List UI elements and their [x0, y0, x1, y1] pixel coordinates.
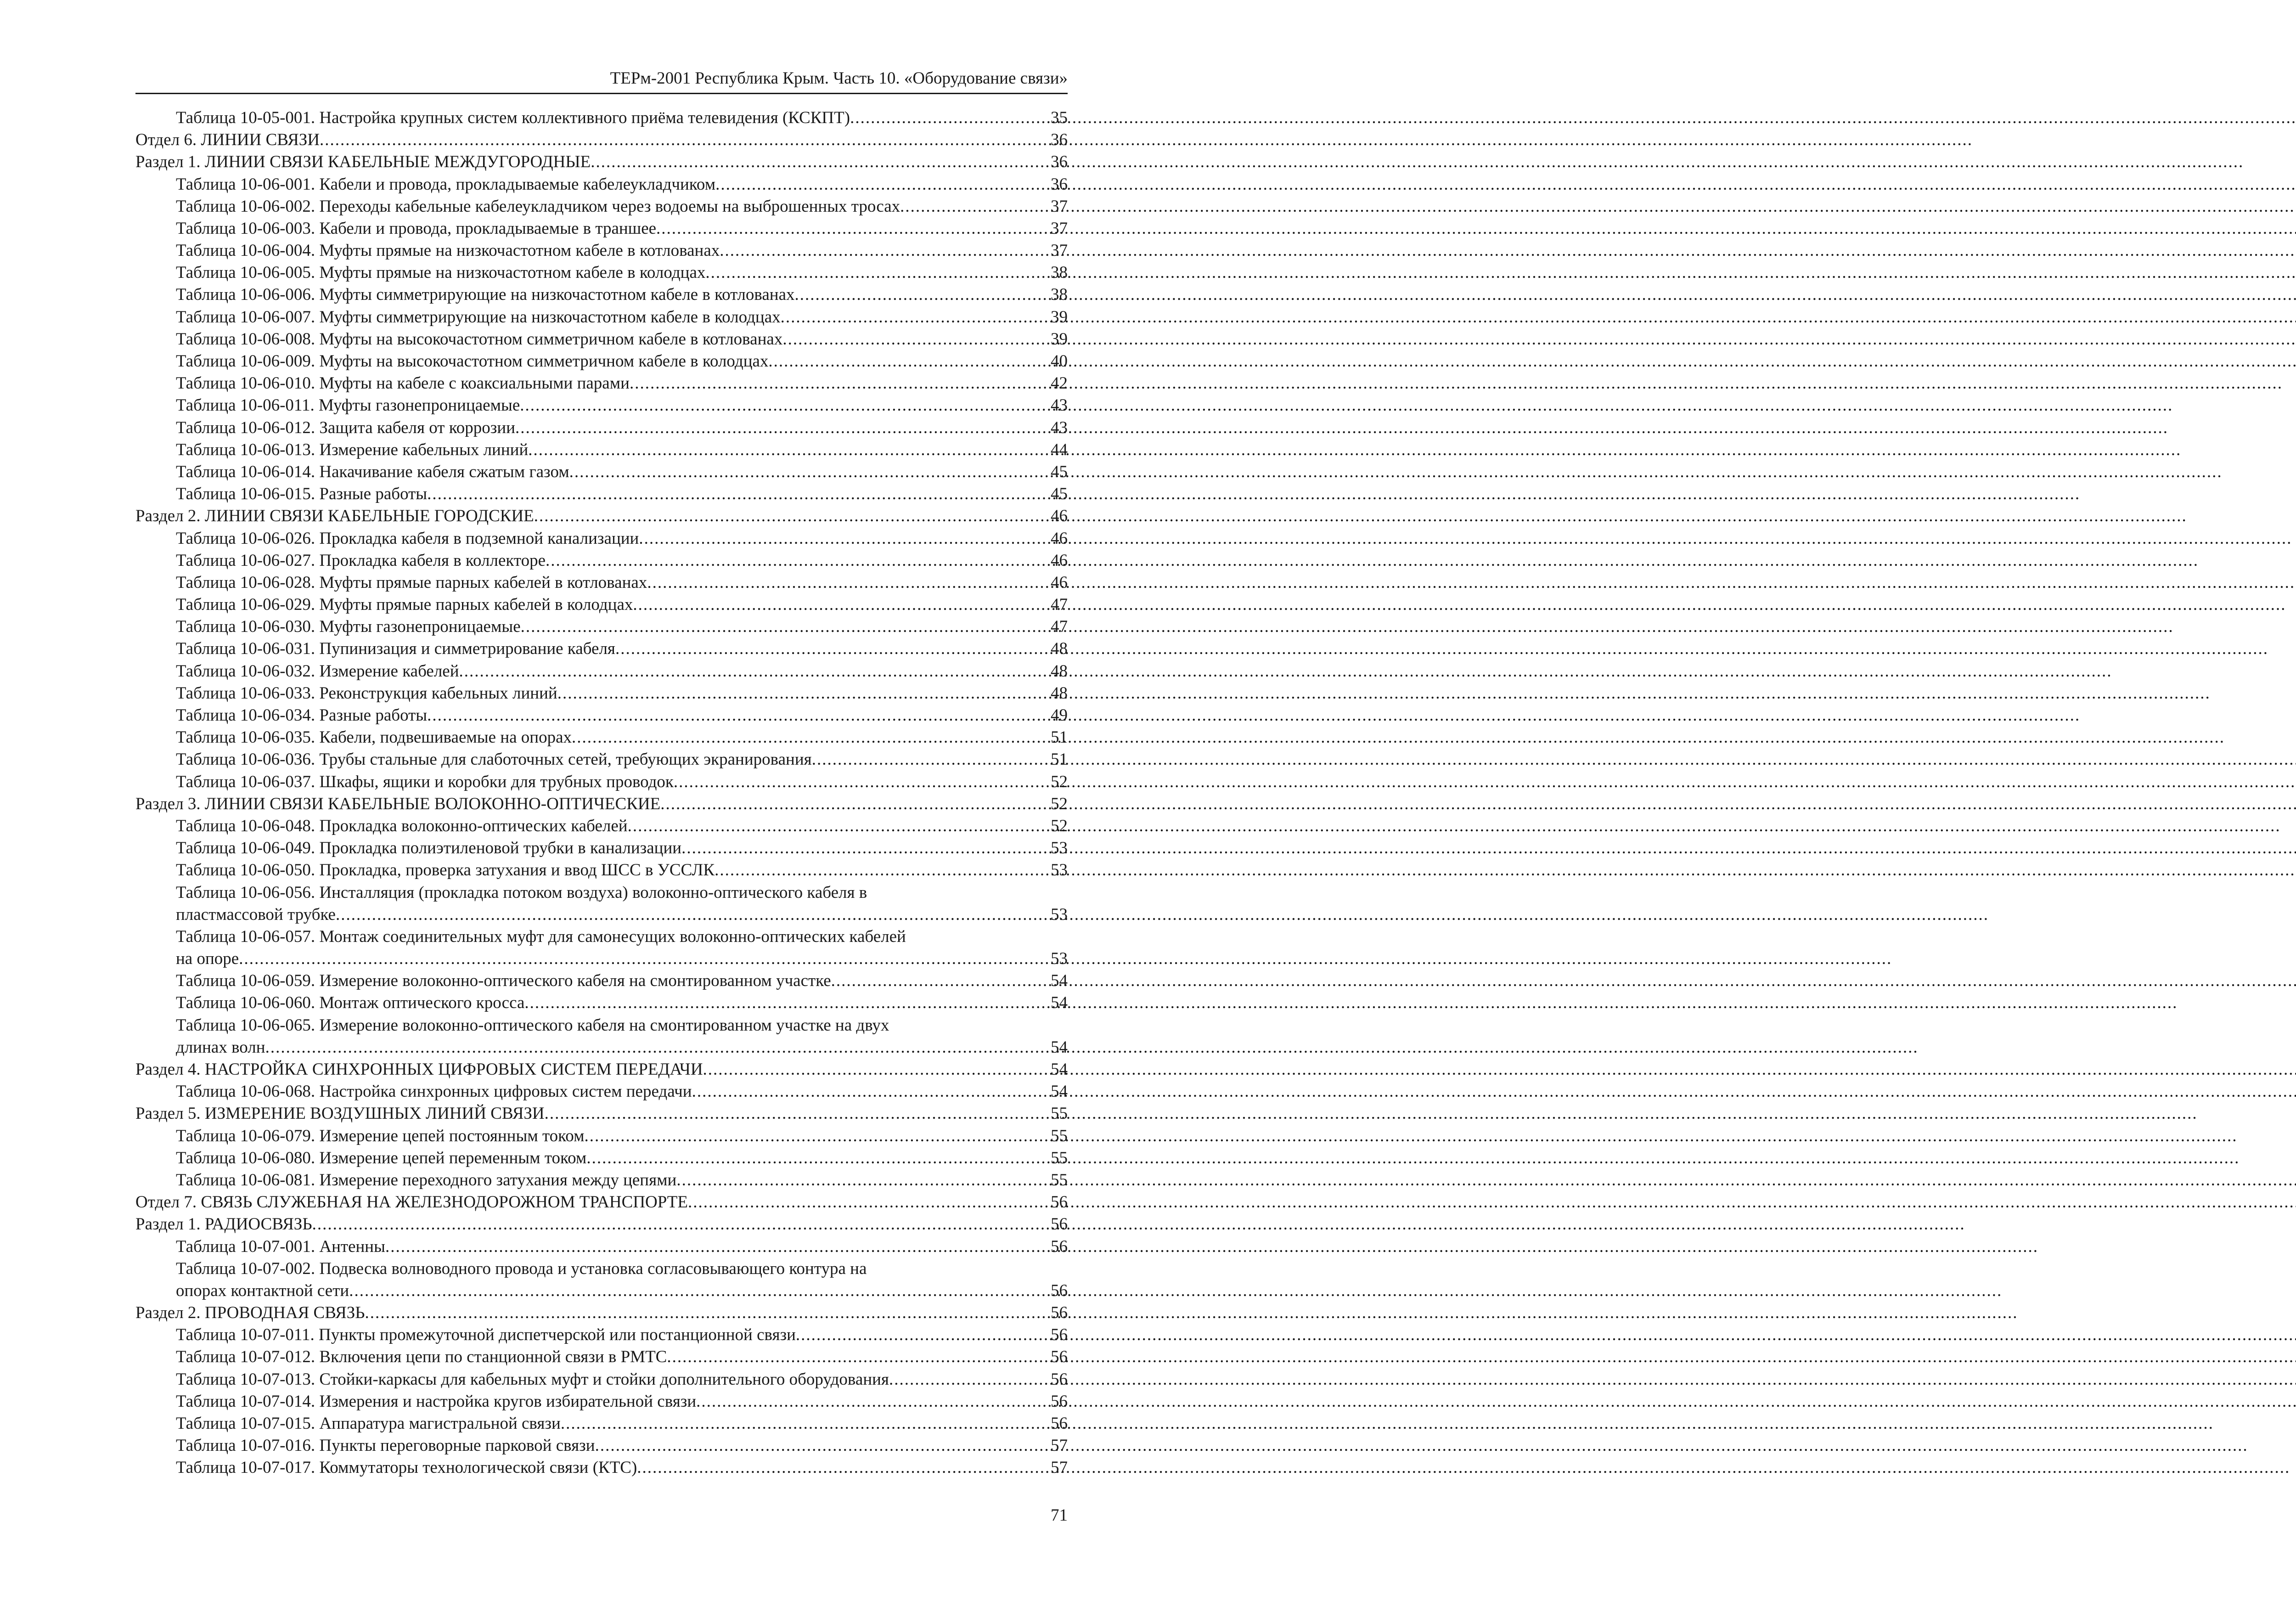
toc-entry[interactable]: [135, 749, 1068, 771]
toc-entry-page: 52: [1051, 772, 1068, 791]
toc-entry-page: 56: [1051, 1215, 1068, 1234]
dot-leader: [534, 505, 1051, 527]
toc-entry-title: Таблица 10-06-057. Монтаж соединительных муфт для самонесущих волоконно-оптических кабелей: [176, 927, 906, 946]
dot-leader: [312, 1213, 1051, 1235]
toc-entry-title: Таблица 10-06-065. Измерение волоконно-оптического кабеля на смонтированном участке на двух: [176, 1015, 889, 1035]
toc-section-entry[interactable]: [135, 151, 1068, 173]
dot-leader: [715, 859, 1051, 881]
toc-entry-page: 56: [1051, 1281, 1068, 1300]
toc-entry-page: 55: [1051, 1148, 1068, 1167]
toc-entry-page: 35: [1051, 108, 1068, 127]
toc-entry-title: Таблица 10-06-033. Реконструкция кабельных линий: [176, 683, 557, 703]
toc-entry-page: 57: [1051, 1458, 1068, 1477]
toc-entry-page: 40: [1051, 352, 1068, 371]
dot-leader: [674, 771, 1051, 793]
toc-entry[interactable]: [135, 1081, 1068, 1103]
toc-entry[interactable]: [135, 328, 1068, 350]
toc-section-entry[interactable]: [135, 1059, 1068, 1081]
toc-entry-page: 54: [1051, 971, 1068, 991]
toc-entry-title: Раздел 3. ЛИНИИ СВЯЗИ КАБЕЛЬНЫЕ ВОЛОКОННО-ОПТИЧЕСКИЕ: [135, 794, 661, 813]
toc-entry-title: Таблица 10-06-081. Измерение переходного затухания между цепями: [176, 1170, 677, 1189]
toc-entry[interactable]: [135, 417, 1068, 439]
toc-entry-page: 37: [1051, 197, 1068, 216]
toc-entry-page: 48: [1051, 683, 1068, 703]
toc-entry-page: 55: [1051, 1170, 1068, 1189]
toc-entry-title: Таблица 10-06-049. Прокладка полиэтиленовой трубки в канализации: [176, 839, 682, 858]
toc-entry-page: 53: [1051, 905, 1068, 924]
dot-leader: [584, 1125, 1051, 1147]
toc-entry-title: Таблица 10-07-012. Включения цепи по станционной связи в РМТС: [176, 1347, 667, 1367]
toc-entry-title: Таблица 10-06-080. Измерение цепей переменным током: [176, 1148, 587, 1167]
dot-leader: [615, 638, 1051, 660]
toc-entry[interactable]: [135, 594, 1068, 616]
toc-entry-title: Таблица 10-06-056. Инсталляция (прокладка потоком воздуха) волоконно-оптического кабеля в: [176, 883, 867, 902]
toc-entry-page: 51: [1051, 728, 1068, 747]
toc-entry-page: 39: [1051, 329, 1068, 349]
toc-entry[interactable]: [135, 992, 1068, 1015]
toc-entry-title: Таблица 10-06-060. Монтаж оптического кросса: [176, 993, 525, 1013]
toc-entry-page: 54: [1051, 993, 1068, 1013]
toc-entry-title: Раздел 1. ЛИНИИ СВЯЗИ КАБЕЛЬНЫЕ МЕЖДУГОРОДНЫЕ: [135, 152, 591, 172]
toc-entry-title: Таблица 10-06-014. Накачивание кабеля сжатым газом: [176, 462, 569, 481]
toc-entry-title: Таблица 10-06-015. Разные работы: [176, 485, 428, 504]
toc-entry[interactable]: [135, 616, 1068, 638]
dot-leader: [812, 749, 1051, 771]
dot-leader: [336, 904, 1051, 926]
toc-entry-page: 53: [1051, 949, 1068, 969]
toc-section-entry[interactable]: [135, 793, 1068, 815]
toc-entry-page: 52: [1051, 794, 1068, 813]
dot-leader: [889, 1369, 1051, 1391]
toc-entry-title: Таблица 10-06-027. Прокладка кабеля в коллекторе: [176, 551, 546, 570]
dot-leader: [572, 727, 1051, 749]
toc-entry-title: Отдел 7. СВЯЗЬ СЛУЖЕБНАЯ НА ЖЕЛЕЗНОДОРОЖНОМ ТРАНСПОРТЕ: [135, 1193, 688, 1212]
toc-entry-title: Таблица 10-06-030. Муфты газонепроницаемые: [176, 617, 521, 637]
toc-entry[interactable]: [135, 196, 1068, 218]
toc-entry-title: Таблица 10-06-048. Прокладка волоконно-оптических кабелей: [176, 816, 628, 835]
dot-leader: [781, 306, 1051, 328]
toc-entry[interactable]: [135, 1435, 1068, 1457]
dot-leader: [628, 815, 1051, 837]
toc-entry[interactable]: [135, 439, 1068, 461]
toc-entry-title: Таблица 10-06-032. Измерение кабелей: [176, 661, 459, 681]
toc-entry-page: 46: [1051, 507, 1068, 526]
toc-entry-page: 48: [1051, 639, 1068, 659]
toc-entry[interactable]: [135, 372, 1068, 395]
toc-entry[interactable]: [135, 1324, 1068, 1346]
toc-entry[interactable]: [135, 483, 1068, 505]
dot-leader: [900, 196, 1051, 218]
toc-entry-title: Таблица 10-06-079. Измерение цепей постоянным током: [176, 1126, 585, 1145]
toc-entry-title: Таблица 10-06-059. Измерение волоконно-оптического кабеля на смонтированном участке: [176, 971, 831, 991]
dot-leader: [265, 1037, 1051, 1059]
toc-section-entry[interactable]: [135, 1191, 1068, 1213]
dot-leader: [795, 284, 1051, 306]
toc-entry-page: 38: [1051, 263, 1068, 282]
dot-leader: [705, 262, 1051, 284]
dot-leader: [681, 837, 1051, 859]
dot-leader: [715, 174, 1051, 196]
toc-entry-page: 47: [1051, 595, 1068, 614]
toc-entry[interactable]: [135, 1369, 1068, 1391]
toc-entry-page: 36: [1051, 175, 1068, 194]
toc-entry-continuation[interactable]: [135, 1037, 1068, 1059]
dot-leader: [667, 1346, 1051, 1368]
dot-leader: [545, 1103, 1051, 1125]
toc-entry[interactable]: [135, 859, 1068, 881]
toc-entry[interactable]: [135, 218, 1068, 240]
toc-entry[interactable]: [135, 926, 1068, 948]
toc-entry-title: Таблица 10-06-010. Муфты на кабеле с коаксиальными парами: [176, 374, 630, 393]
toc-entry-title: Таблица 10-06-009. Муфты на высокочастотном симметричном кабеле в колодцах: [176, 352, 769, 371]
toc-entry-title: Таблица 10-06-001. Кабели и провода, прокладываемые кабелеукладчиком: [176, 175, 716, 194]
toc-entry-title: Таблица 10-06-037. Шкафы, ящики и коробки для трубных проводок: [176, 772, 674, 791]
dot-leader: [427, 483, 1051, 505]
toc-entry-title: Таблица 10-06-026. Прокладка кабеля в подземной канализации: [176, 529, 639, 548]
toc-entry-title: Раздел 5. ИЗМЕРЕНИЕ ВОЗДУШНЫХ ЛИНИЙ СВЯЗИ: [135, 1104, 545, 1123]
dot-leader: [696, 1391, 1051, 1413]
dot-leader: [557, 682, 1051, 705]
dot-leader: [637, 1457, 1051, 1479]
dot-leader: [633, 594, 1051, 616]
dot-leader: [520, 395, 1051, 417]
toc-entry-title: Таблица 10-07-016. Пункты переговорные парковой связи: [176, 1436, 595, 1455]
toc-entry-page: 55: [1051, 1126, 1068, 1145]
toc-entry-title: Таблица 10-06-006. Муфты симметрирующие на низкочастотном кабеле в котлованах: [176, 285, 795, 304]
header-rule: [135, 93, 1068, 94]
toc-entry-page: 56: [1051, 1347, 1068, 1367]
dot-leader: [639, 528, 1051, 550]
toc-entry-page: 46: [1051, 529, 1068, 548]
toc-entry-page: 52: [1051, 816, 1068, 835]
toc-entry-continuation[interactable]: [135, 1280, 1068, 1302]
dot-leader: [528, 439, 1051, 461]
toc-entry[interactable]: [135, 1391, 1068, 1413]
toc-entry-title: Таблица 10-07-014. Измерения и настройка кругов избирательной связи: [176, 1392, 697, 1411]
toc-entry-title-continuation: на опоре: [176, 949, 239, 969]
toc-section-entry[interactable]: [135, 505, 1068, 527]
dot-leader: [796, 1324, 1051, 1346]
toc-section-entry[interactable]: [135, 1302, 1068, 1324]
toc-entry[interactable]: [135, 1236, 1068, 1258]
toc-entry[interactable]: [135, 682, 1068, 705]
toc-entry[interactable]: [135, 815, 1068, 837]
dot-leader: [459, 660, 1051, 682]
dot-leader: [692, 1081, 1051, 1103]
toc-entry[interactable]: [135, 306, 1068, 328]
toc-entry-title: Таблица 10-06-011. Муфты газонепроницаемые: [176, 396, 520, 415]
toc-entry-title: Таблица 10-06-004. Муфты прямые на низкочастотном кабеле в котлованах: [176, 241, 720, 260]
toc-entry-title: Таблица 10-05-001. Настройка крупных систем коллективного приёма телевидения (КСКПТ): [176, 108, 850, 127]
toc-entry-title: Таблица 10-06-068. Настройка синхронных цифровых систем передачи: [176, 1082, 692, 1101]
toc-entry-title: Раздел 2. ПРОВОДНАЯ СВЯЗЬ: [135, 1303, 365, 1323]
dot-leader: [656, 218, 1051, 240]
toc-entry-page: 55: [1051, 1104, 1068, 1123]
toc-entry[interactable]: [135, 1457, 1068, 1479]
toc-entry-page: 36: [1051, 130, 1068, 150]
toc-entry-title: Раздел 4. НАСТРОЙКА СИНХРОННЫХ ЦИФРОВЫХ СИСТЕМ ПЕРЕДАЧИ: [135, 1060, 703, 1079]
toc-entry-title: Таблица 10-06-031. Пупинизация и симметрирование кабеля: [176, 639, 615, 659]
dot-leader: [320, 129, 1051, 151]
toc-entry-page: 43: [1051, 396, 1068, 415]
toc-entry-page: 51: [1051, 750, 1068, 769]
toc-entry[interactable]: [135, 1347, 1068, 1369]
dot-leader: [586, 1147, 1051, 1169]
dot-leader: [660, 793, 1051, 815]
dot-leader: [524, 992, 1051, 1014]
toc-entry[interactable]: [135, 660, 1068, 682]
toc-entry[interactable]: [135, 1258, 1068, 1280]
toc-entry-title: Таблица 10-06-012. Защита кабеля от коррозии: [176, 418, 516, 437]
dot-leader: [688, 1191, 1051, 1213]
toc-entry-title: Таблица 10-07-013. Стойки-каркасы для кабельных муфт и стойки дополнительного оборудования: [176, 1370, 889, 1389]
toc-entry-title: Таблица 10-07-015. Аппаратура магистральной связи: [176, 1414, 561, 1433]
toc-entry-title: Таблица 10-07-002. Подвеска волноводного провода и установка согласовывающего контура на: [176, 1259, 867, 1278]
toc-entry-page: 37: [1051, 219, 1068, 238]
toc-entry-page: 43: [1051, 418, 1068, 437]
toc-entry-title: Таблица 10-06-008. Муфты на высокочастотном симметричном кабеле в котлованах: [176, 329, 783, 349]
toc-entry[interactable]: [135, 174, 1068, 196]
toc-entry-page: 38: [1051, 285, 1068, 304]
toc-entry-page: 42: [1051, 374, 1068, 393]
toc-entry-page: 36: [1051, 152, 1068, 172]
running-header: ТЕРм-2001 Республика Крым. Часть 10. «Оборудование связи»: [610, 69, 1068, 88]
toc-entry-page: 44: [1051, 440, 1068, 459]
toc-entry[interactable]: [135, 1015, 1068, 1037]
toc-entry-page: 54: [1051, 1060, 1068, 1079]
dot-leader: [515, 417, 1051, 439]
toc-entry-page: 39: [1051, 307, 1068, 327]
page-number: 71: [1051, 1506, 1068, 1525]
toc-entry-page: 46: [1051, 551, 1068, 570]
toc-entry-page: 56: [1051, 1414, 1068, 1433]
toc-entry-continuation[interactable]: [135, 904, 1068, 926]
toc-entry[interactable]: [135, 1125, 1068, 1147]
toc-entry[interactable]: [135, 572, 1068, 594]
toc-entry[interactable]: [135, 771, 1068, 793]
toc-entry-page: 57: [1051, 1436, 1068, 1455]
dot-leader: [703, 1059, 1051, 1081]
toc-section-entry[interactable]: [135, 1103, 1068, 1125]
toc-entry-title: Таблица 10-06-007. Муфты симметрирующие на низкочастотном кабеле в колодцах: [176, 307, 781, 327]
dot-leader: [676, 1169, 1051, 1191]
toc-entry[interactable]: [135, 638, 1068, 660]
dot-leader: [569, 461, 1051, 483]
toc-entry[interactable]: [135, 284, 1068, 306]
toc-entry[interactable]: [135, 461, 1068, 483]
toc-entry-title: Таблица 10-06-028. Муфты прямые парных кабелей в котлованах: [176, 573, 647, 592]
toc-entry-title-continuation: пластмассовой трубке: [176, 905, 336, 924]
toc-entry[interactable]: [135, 528, 1068, 550]
dot-leader: [561, 1413, 1051, 1435]
dot-leader: [831, 970, 1051, 992]
dot-leader: [385, 1236, 1051, 1258]
toc-entry-title: Таблица 10-06-013. Измерение кабельных линий: [176, 440, 529, 459]
toc-entry-title: Таблица 10-06-003. Кабели и провода, прокладываемые в траншее: [176, 219, 657, 238]
toc-entry-title: Таблица 10-07-001. Антенны: [176, 1237, 385, 1256]
dot-leader: [365, 1302, 1051, 1324]
toc-entry[interactable]: [135, 395, 1068, 417]
toc-entry-page: 49: [1051, 706, 1068, 725]
toc-entry[interactable]: [135, 1413, 1068, 1435]
toc-entry-page: 54: [1051, 1037, 1068, 1057]
toc-entry[interactable]: [135, 1169, 1068, 1191]
toc-entry-title: Таблица 10-06-035. Кабели, подвешиваемые на опорах: [176, 728, 572, 747]
toc-entry-page: 56: [1051, 1237, 1068, 1256]
toc-entry[interactable]: [135, 1147, 1068, 1169]
toc-entry-page: 56: [1051, 1392, 1068, 1411]
dot-leader: [349, 1280, 1051, 1302]
toc-entry-title: Таблица 10-06-002. Переходы кабельные кабелеукладчиком через водоемы на выброшенных тросах: [176, 197, 900, 216]
toc-entry-page: 54: [1051, 1082, 1068, 1101]
toc-entry-title: Таблица 10-06-029. Муфты прямые парных кабелей в колодцах: [176, 595, 633, 614]
toc-entry-page: 53: [1051, 861, 1068, 880]
toc-entry-title-continuation: длинах волн: [176, 1037, 265, 1057]
toc-entry[interactable]: [135, 240, 1068, 262]
toc-entry-title: Таблица 10-06-005. Муфты прямые на низкочастотном кабеле в колодцах: [176, 263, 706, 282]
dot-leader: [850, 107, 1051, 129]
toc-entry-page: 37: [1051, 241, 1068, 260]
toc-entry[interactable]: [135, 705, 1068, 727]
toc-entry[interactable]: [135, 882, 1068, 904]
toc-entry-title: Раздел 1. РАДИОСВЯЗЬ: [135, 1215, 312, 1234]
dot-leader: [427, 705, 1051, 727]
document-page: [0, 0, 1143, 1612]
toc-entry-page: 46: [1051, 573, 1068, 592]
toc-entry[interactable]: [135, 107, 1068, 129]
dot-leader: [782, 328, 1051, 350]
dot-leader: [239, 948, 1051, 970]
toc-entry-title: Таблица 10-06-036. Трубы стальные для слаботочных сетей, требующих экранирования: [176, 750, 812, 769]
toc-section-entry[interactable]: [135, 1213, 1068, 1235]
toc-entry-page: 56: [1051, 1193, 1068, 1212]
toc-entry-continuation[interactable]: [135, 948, 1068, 970]
dot-leader: [591, 151, 1051, 173]
toc-entry[interactable]: [135, 970, 1068, 992]
dot-leader: [647, 572, 1051, 594]
dot-leader: [768, 350, 1051, 372]
toc-entry[interactable]: [135, 727, 1068, 749]
toc-entry-page: 56: [1051, 1370, 1068, 1389]
toc-entry-title: Таблица 10-07-011. Пункты промежуточной диспетчерской или постанционной связи: [176, 1325, 796, 1345]
toc-entry-page: 45: [1051, 485, 1068, 504]
dot-leader: [546, 550, 1051, 572]
dot-leader: [595, 1435, 1051, 1457]
toc-entry-page: 53: [1051, 839, 1068, 858]
toc-entry-title: Отдел 6. ЛИНИИ СВЯЗИ: [135, 130, 320, 150]
toc-entry-page: 48: [1051, 661, 1068, 681]
toc-entry[interactable]: [135, 262, 1068, 284]
dot-leader: [630, 372, 1051, 395]
toc-entry-page: 56: [1051, 1325, 1068, 1345]
toc-section-entry[interactable]: [135, 129, 1068, 151]
toc-entry-title: Таблица 10-07-017. Коммутаторы технологической связи (КТС): [176, 1458, 637, 1477]
toc-entry-title: Таблица 10-06-050. Прокладка, проверка затухания и ввод ШСС в УССЛК: [176, 861, 715, 880]
toc-entry-page: 47: [1051, 617, 1068, 637]
toc-entry[interactable]: [135, 550, 1068, 572]
toc-entry-page: 56: [1051, 1303, 1068, 1323]
toc-entry-title-continuation: опорах контактной сети: [176, 1281, 349, 1300]
toc-entry[interactable]: [135, 350, 1068, 372]
dot-leader: [720, 240, 1051, 262]
toc-entry-title: Раздел 2. ЛИНИИ СВЯЗИ КАБЕЛЬНЫЕ ГОРОДСКИЕ: [135, 507, 534, 526]
toc-entry-title: Таблица 10-06-034. Разные работы: [176, 706, 428, 725]
toc-entry-page: 45: [1051, 462, 1068, 481]
toc-entry[interactable]: [135, 837, 1068, 859]
table-of-contents: [135, 107, 1068, 1479]
dot-leader: [521, 616, 1051, 638]
